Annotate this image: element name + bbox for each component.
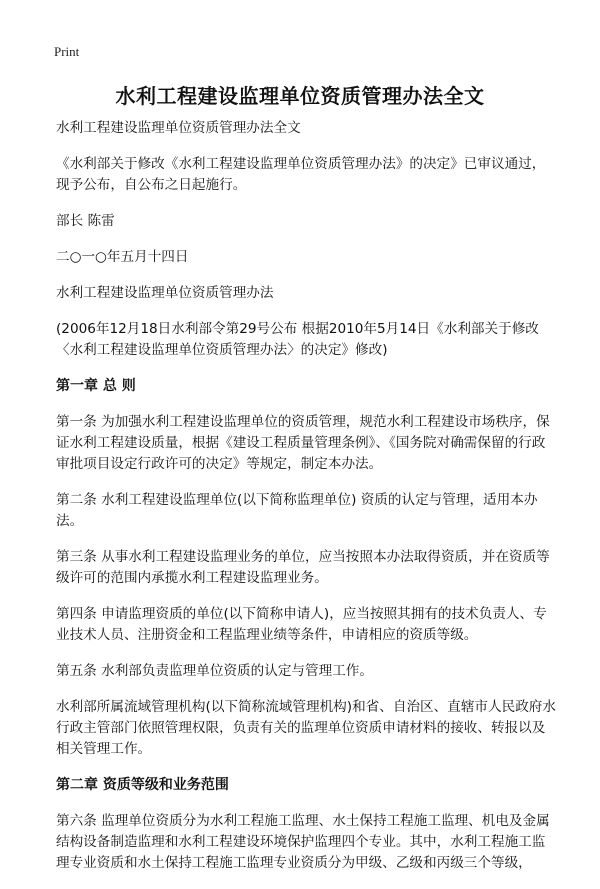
article-5-continuation-paragraph: 水利部所属流域管理机构(以下简称流域管理机构)和省、自治区、直辖市人民政府水行政主管部门依照管理权限，负责有关的监理单位资质申请材料的接收、转报以及相关管理工作。 [56,699,556,757]
article-3-paragraph: 第三条 从事水利工程建设监理业务的单位，应当按照本办法取得资质，并在资质等级许可的范围内承揽水利工程建设监理业务。 [56,549,550,586]
article-1-paragraph: 第一条 为加强水利工程建设监理单位的资质管理，规范水利工程建设市场秩序，保证水利工程建设质量，根据《建设工程质量管理条例》、《国务院对确需保留的行政审批项目设定行政许可的决定》等规定，制定本办法。 [56,414,550,472]
article-6-paragraph: 第六条 监理单位资质分为水利工程施工监理、水土保持工程施工监理、机电及金属结构设备制造监理和水利工程建设环境保护监理四个专业。其中，水利工程施工监理专业资质和水土保持工程施工监理专业资质分为甲级、乙级和丙级三个等级， [56,813,550,871]
article-2-paragraph: 第二条 水利工程建设监理单位(以下简称监理单位) 资质的认定与管理，适用本办法。 [56,492,538,529]
chapter-heading-2: 第二章 资质等级和业务范围 [56,777,229,793]
announcement-paragraph: 《水利部关于修改《水利工程建设监理单位资质管理办法》的决定》已审议通过，现予公布，自公布之日起施行。 [56,156,546,193]
article-4-paragraph: 第四条 申请监理资质的单位(以下简称申请人)，应当按照其拥有的技术负责人、专业技术人员、注册资金和工程监理业绩等条件，申请相应的资质等级。 [56,606,547,643]
date-paragraph: 二○一○年五月十四日 [56,249,189,265]
chapter-heading-1: 第一章 总 则 [56,378,136,394]
document-title: 水利工程建设监理单位资质管理办法全文 [115,84,485,108]
revision-note-paragraph: (2006年12月18日水利部令第29号公布 根据2010年5月14日《水利部关于修改〈水利工程建设监理单位资质管理办法〉的决定》修改) [56,321,539,358]
article-5-paragraph: 第五条 水利部负责监理单位资质的认定与管理工作。 [56,663,373,679]
signatory-paragraph: 部长 陈雷 [56,213,115,229]
document-body [56,118,556,889]
regulation-name-paragraph: 水利工程建设监理单位资质管理办法 [56,285,274,301]
print-link[interactable]: Print [54,44,80,59]
intro-title-paragraph: 水利工程建设监理单位资质管理办法全文 [56,120,301,136]
